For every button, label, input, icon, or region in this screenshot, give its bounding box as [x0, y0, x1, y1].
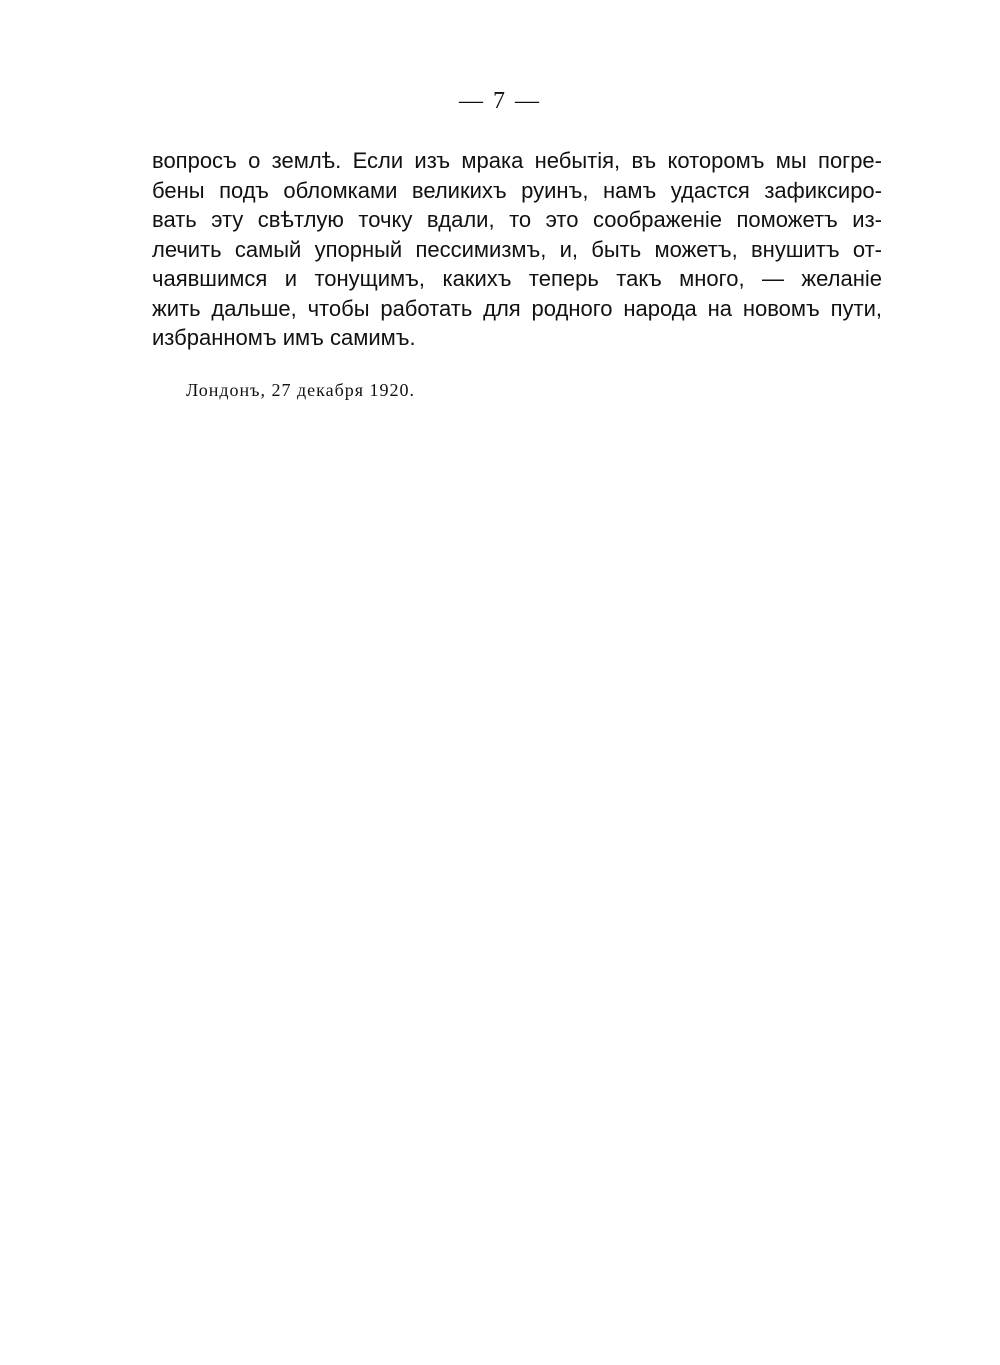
paragraph-line: бены подъ обломками великихъ руинъ, намъ удастся зафиксиро- [152, 177, 882, 203]
paragraph-line: жить дальше, чтобы работать для родного народа на новомъ пути, [152, 295, 882, 321]
paragraph-line: лечить самый упорный пессимизмъ, и, быть можетъ, внушитъ от- [152, 236, 882, 262]
paragraph-line: избранномъ имъ самимъ. [152, 325, 416, 350]
body-paragraph [152, 146, 882, 353]
place-date-signature: Лондонъ, 27 декабря 1920. [186, 380, 416, 400]
paragraph-line: вать эту свѣтлую точку вдали, то это соображенiе поможетъ из- [152, 207, 882, 232]
paragraph-line: вопросъ о землѣ. Если изъ мрака небытія, въ которомъ мы погре- [152, 148, 882, 173]
page-number: — 7 — [459, 88, 541, 114]
paragraph-line: чаявшимся и тонущимъ, какихъ теперь такъ много, — желанiе [152, 266, 882, 291]
